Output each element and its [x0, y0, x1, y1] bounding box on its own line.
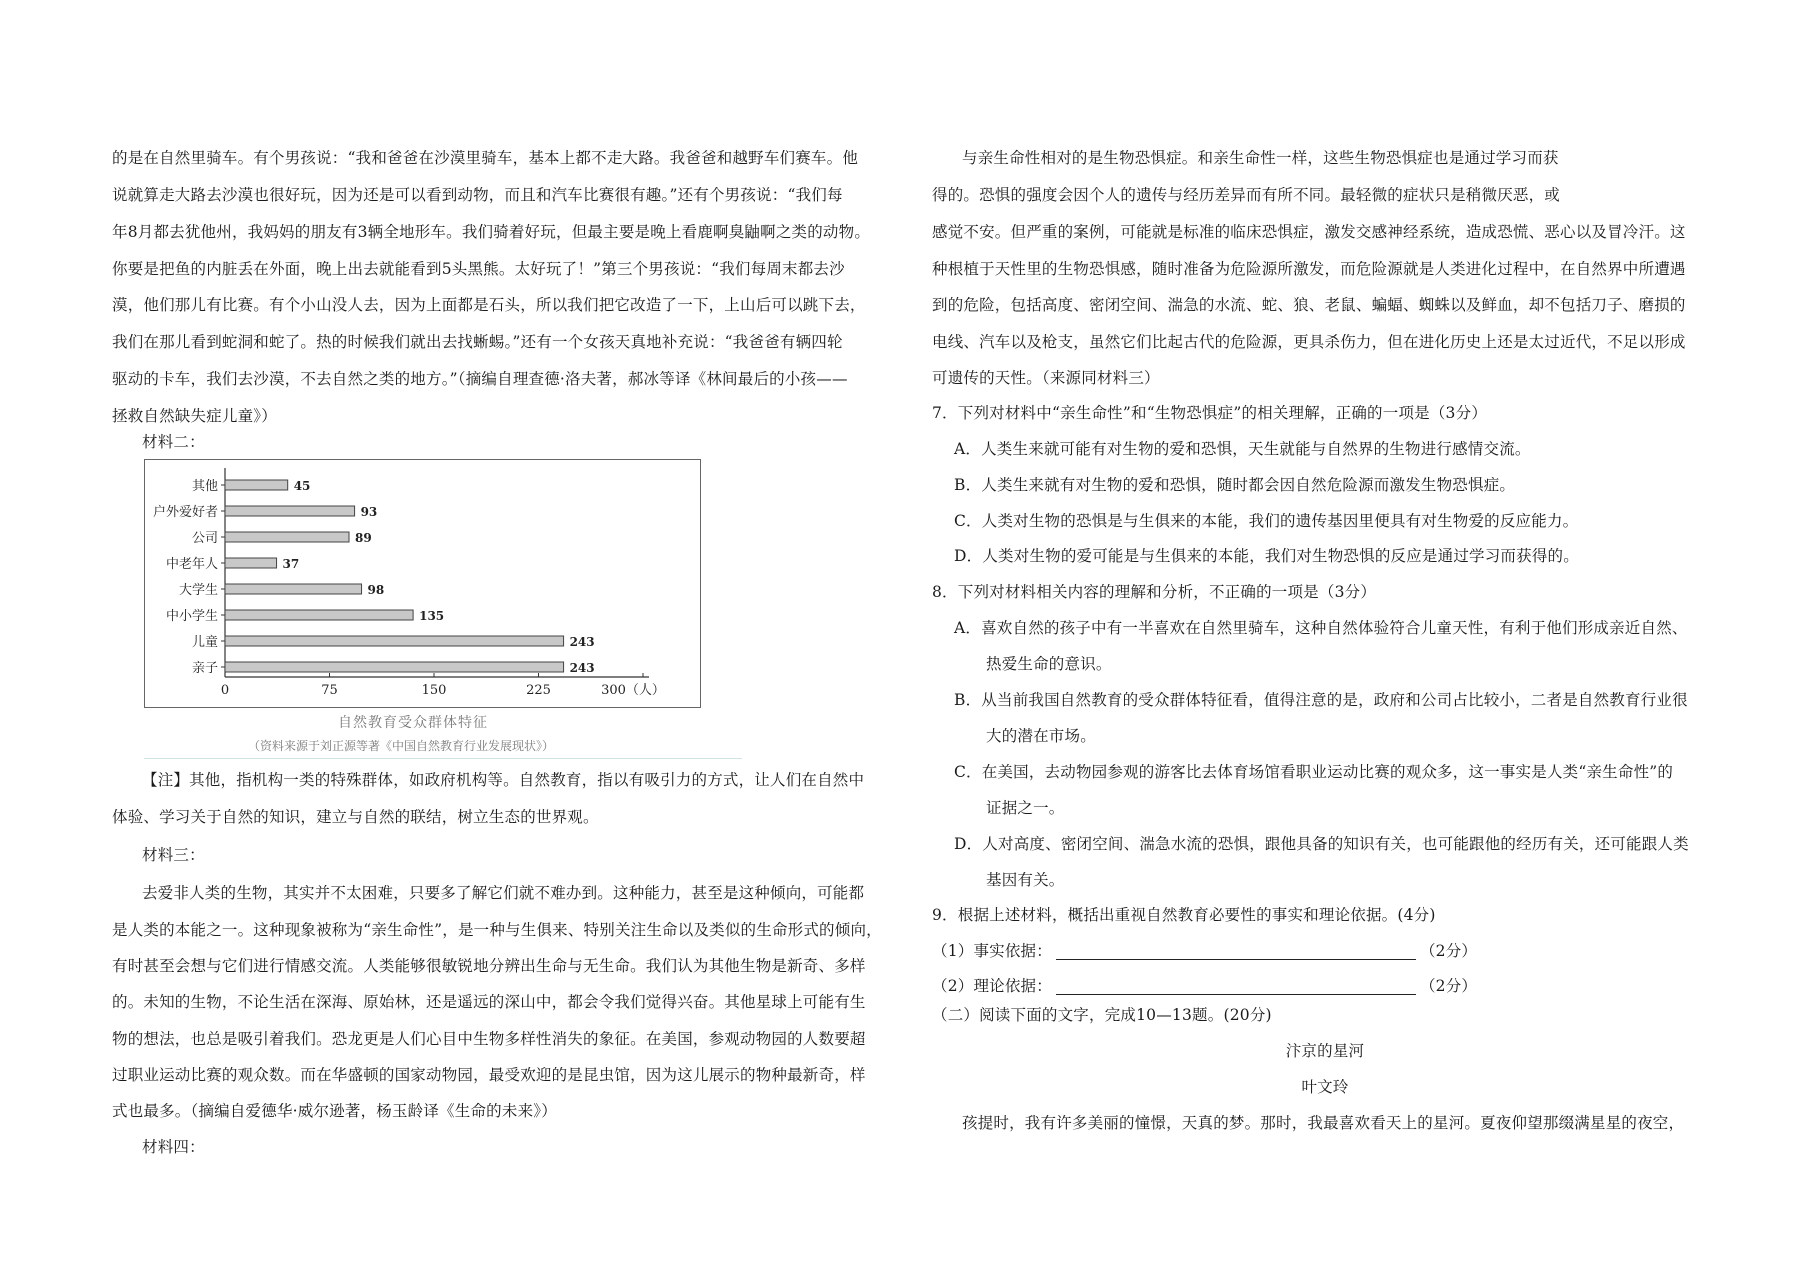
bar-value-label: 45	[293, 479, 311, 493]
question-8-option-d-cont: 基因有关。	[986, 871, 1065, 889]
theory-basis-label: （2）理论依据：	[932, 977, 1052, 995]
question-8-option-b: B．从当前我国自然教育的受众群体特征看，值得注意的是，政府和公司占比较小，二者是自然教育行业很	[954, 691, 1688, 709]
note-line: 体验、学习关于自然的知识，建立与自然的联结，树立生态的世界观。	[112, 808, 599, 826]
question-8-option-a: A．喜欢自然的孩子中有一半喜欢在自然里骑车，这种自然体验符合儿童天性，有利于他们形成亲近自然、	[954, 619, 1688, 637]
text-line: 感觉不安。但严重的案例，可能就是标准的临床恐惧症，激发交感神经系统，造成恐慌、恶心以及冒冷汗。这	[932, 223, 1686, 241]
story-title: 汴京的星河	[1285, 1042, 1365, 1060]
x-tick-label: 0	[220, 683, 230, 698]
chart-caption: 自然教育受众群体特征	[338, 715, 488, 731]
text-line: 物的想法，也总是吸引着我们。恐龙更是人们心目中生物多样性消失的象征。在美国，参观动物园的人数要超	[112, 1030, 866, 1048]
text-line: 过职业运动比赛的观众数。而在华盛顿的国家动物园，最受欢迎的是昆虫馆，因为这儿展示的物种最新奇，样	[112, 1066, 866, 1084]
x-tick-label: 225	[526, 683, 551, 698]
bar-value-label: 243	[569, 635, 595, 649]
question-8-option-c-cont: 证据之一。	[986, 799, 1065, 817]
text-line: 去爱非人类的生物，其实并不太困难，只要多了解它们就不难办到。这种能力，甚至是这种倾向，可能都	[142, 884, 865, 902]
text-line: 可遗传的天性。（来源同材料三）	[932, 369, 1160, 387]
question-8-option-c: C．在美国，去动物园参观的游客比去体育场馆看职业运动比赛的观众多，这一事实是人类“亲生命性”的	[954, 763, 1674, 781]
category-label: 大学生	[178, 583, 218, 598]
category-label: 中老年人	[165, 557, 218, 572]
x-tick-label: 300（人）	[601, 683, 665, 698]
fact-basis-label: （1）事实依据：	[932, 942, 1052, 960]
text-line: 拯救自然缺失症儿童》）	[112, 407, 277, 425]
text-line: 说就算走大路去沙漠也很好玩，因为还是可以看到动物，而且和汽车比赛很有趣。”还有个男孩说：“我们每	[112, 186, 843, 204]
text-line: 我们在那儿看到蛇洞和蛇了。热的时候我们就出去找蜥蜴。”还有一个女孩天真地补充说：“我爸爸有辆四轮	[112, 333, 843, 351]
question-7-option-d: D．人类对生物的爱可能是与生俱来的本能，我们对生物恐惧的反应是通过学习而获得的。	[954, 547, 1579, 565]
material-3-label: 材料三：	[142, 846, 205, 864]
story-first-line: 孩提时，我有许多美丽的憧憬，天真的梦。那时，我最喜欢看天上的星河。夏夜仰望那缀满星星的夜空，	[962, 1114, 1685, 1132]
fact-basis-answer-blank[interactable]	[1056, 945, 1416, 960]
bar	[225, 662, 564, 672]
bar-value-label: 98	[367, 583, 385, 597]
text-line: 年8月都去犹他州，我妈妈的朋友有3辆全地形车。我们骑着好玩，但最主要是晚上看鹿啊臭鼬啊之类的动物。	[112, 223, 871, 241]
story-author: 叶文玲	[1301, 1078, 1349, 1096]
text-line: 得的。恐惧的强度会因个人的遗传与经历差异而有所不同。最轻微的症状只是稍微厌恶，或	[932, 186, 1561, 204]
bar-chart-frame	[144, 459, 701, 708]
question-8-stem: 8．下列对材料相关内容的理解和分析，不正确的一项是（3分）	[932, 583, 1377, 601]
theory-basis-answer-blank[interactable]	[1056, 980, 1416, 995]
bar	[225, 610, 413, 620]
text-line: 到的危险，包括高度、密闭空间、湍急的水流、蛇、狼、老鼠、蝙蝠、蜘蛛以及鲜血，却不包括刀子、磨损的	[932, 296, 1686, 314]
bar-value-label: 135	[419, 609, 445, 623]
fact-basis-score: （2分）	[1419, 942, 1478, 960]
category-label: 亲子	[191, 661, 218, 676]
category-label: 户外爱好者	[152, 505, 218, 520]
material-4-label: 材料四：	[142, 1138, 205, 1156]
bar	[225, 558, 277, 568]
question-9-stem: 9．根据上述材料，概括出重视自然教育必要性的事实和理论依据。(4分)	[932, 906, 1436, 924]
bar-value-label: 37	[282, 557, 300, 571]
bar	[225, 636, 564, 646]
question-8-option-b-cont: 大的潜在市场。	[986, 727, 1096, 745]
fact-basis-row	[932, 939, 1477, 961]
text-line: 与亲生命性相对的是生物恐惧症。和亲生命性一样，这些生物恐惧症也是通过学习而获	[962, 149, 1559, 167]
note-line: 【注】其他，指机构一类的特殊群体，如政府机构等。自然教育，指以有吸引力的方式，让人们在自然中	[142, 771, 865, 789]
section-2-heading: （二）阅读下面的文字，完成10—13题。(20分)	[932, 1006, 1272, 1024]
text-line: 电线、汽车以及枪支，虽然它们比起古代的危险源，更具杀伤力，但在进化历史上还是太过近代，不足以形成	[932, 333, 1686, 351]
text-line: 的。未知的生物，不论生活在深海、原始林，还是遥远的深山中，都会令我们觉得兴奋。其他星球上可能有生	[112, 993, 866, 1011]
bar	[225, 532, 349, 542]
x-tick-label: 75	[321, 683, 338, 698]
text-line: 有时甚至会想与它们进行情感交流。人类能够很敏锐地分辨出生命与无生命。我们认为其他生物是新奇、多样	[112, 957, 866, 975]
bar-value-label: 89	[355, 531, 372, 545]
chart-source: （资料来源于刘正源等著《中国自然教育行业发展现状》）	[248, 739, 555, 753]
question-8-option-a-cont: 热爱生命的意识。	[986, 655, 1112, 673]
question-7-option-b: B．人类生来就有对生物的爱和恐惧，随时都会因自然危险源而激发生物恐惧症。	[954, 476, 1516, 494]
theory-basis-row	[932, 974, 1477, 996]
text-line: 式也最多。（摘编自爱德华·威尔逊著，杨玉龄译《生命的未来》）	[112, 1102, 557, 1120]
text-line: 的是在自然里骑车。有个男孩说：“我和爸爸在沙漠里骑车，基本上都不走大路。我爸爸和越野车们赛车。他	[112, 149, 859, 167]
category-label: 公司	[191, 531, 218, 546]
text-line: 种根植于天性里的生物恐惧感，随时准备为危险源所激发，而危险源就是人类进化过程中，在自然界中所遭遇	[932, 260, 1686, 278]
category-label: 中小学生	[165, 609, 218, 624]
question-8-option-d: D．人对高度、密闭空间、湍急水流的恐惧，跟他具备的知识有关，也可能跟他的经历有关，还可能跟人类	[954, 835, 1689, 853]
bar-chart	[145, 460, 700, 707]
material-2-label: 材料二：	[142, 433, 205, 451]
text-line: 驱动的卡车，我们去沙漠，不去自然之类的地方。”（摘编自理查德·洛夫著，郝冰等译《林间最后的小孩——	[112, 370, 848, 388]
bar-value-label: 243	[569, 661, 595, 675]
bar	[225, 584, 362, 594]
category-label: 儿童	[191, 635, 218, 650]
x-tick-label: 150	[421, 683, 447, 698]
bar	[225, 480, 288, 490]
bar-value-label: 93	[360, 505, 378, 519]
bar	[225, 506, 355, 516]
question-7-option-c: C．人类对生物的恐惧是与生俱来的本能，我们的遗传基因里便具有对生物爱的反应能力。	[954, 512, 1579, 530]
theory-basis-score: （2分）	[1419, 977, 1478, 995]
divider	[144, 758, 742, 759]
question-7-option-a: A．人类生来就可能有对生物的爱和恐惧，天生就能与自然界的生物进行感情交流。	[954, 440, 1531, 458]
text-line: 漠，他们那儿有比赛。有个小山没人去，因为上面都是石头，所以我们把它改造了一下，上山后可以跳下去，	[112, 296, 866, 314]
question-7-stem: 7．下列对材料中“亲生命性”和“生物恐惧症”的相关理解，正确的一项是（3分）	[932, 404, 1488, 422]
text-line: 是人类的本能之一。这种现象被称为“亲生命性”，是一种与生俱来、特别关注生命以及类似的生命形式的倾向，	[112, 921, 882, 939]
text-line: 你要是把鱼的内脏丢在外面，晚上出去就能看到5头黑熊。太好玩了！”第三个男孩说：“我们每周末都去沙	[112, 260, 845, 278]
category-label: 其他	[191, 479, 218, 494]
